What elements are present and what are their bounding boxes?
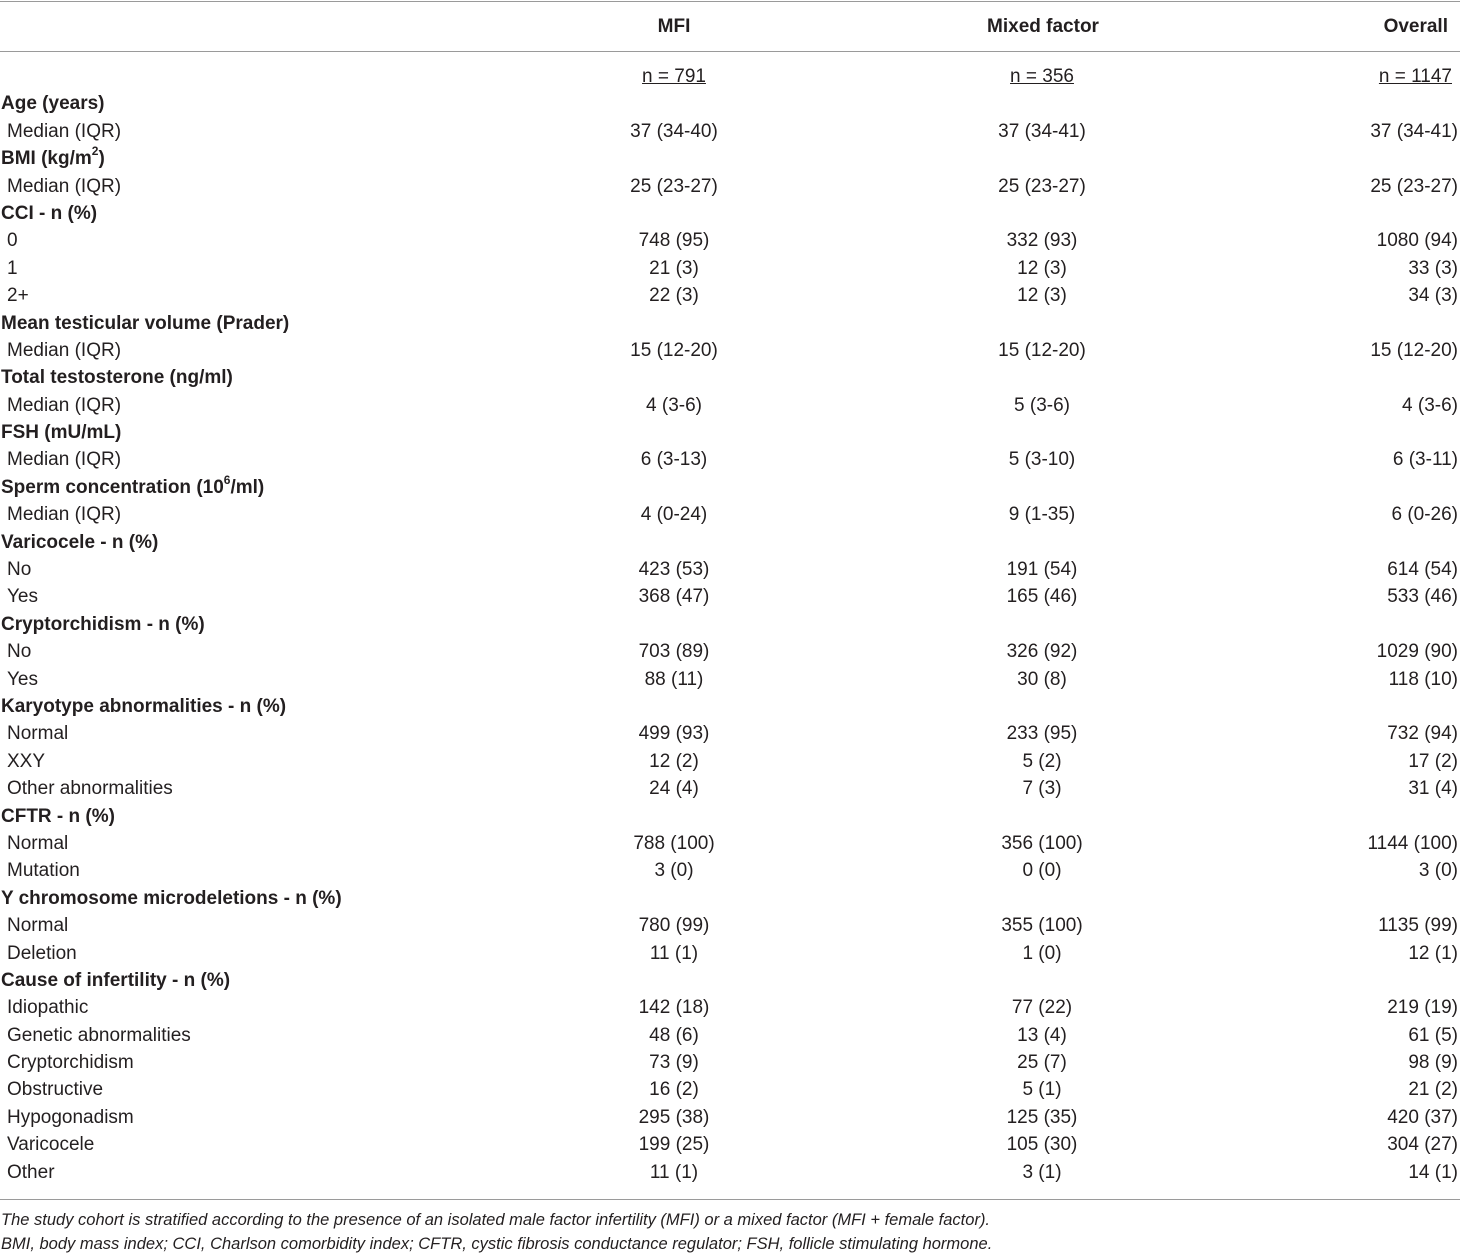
n-mixed-factor: n = 356 [1010,66,1074,87]
cell-mfi: 6 (3-13) [640,449,708,471]
table-row [0,1159,1460,1186]
n-mfi: n = 791 [642,66,706,87]
footnote: BMI, body mass index; CCI, Charlson comorbidity index; CFTR, cystic fibrosis conductance regulator; FSH, follicle stimulating hormone. [1,1235,993,1253]
row-label [7,748,45,775]
table-row [0,1131,1460,1158]
label-text: Yes [7,586,38,608]
row-label [7,173,121,200]
label-superscript: 2 [91,143,99,158]
cell-mfi: 295 (38) [638,1106,710,1128]
table-footnotes [1,1208,1441,1256]
table-group-row [0,803,1460,830]
label-text: Sperm concentration (10 [1,476,224,498]
cell-mfi: 703 (89) [638,641,710,663]
cell-mixed-factor: 332 (93) [1006,230,1078,252]
table-row [0,282,1460,309]
label-text: Mean testicular volume (Prader) [1,312,290,334]
row-label [7,392,121,419]
cell-mfi: 748 (95) [638,230,710,252]
cell-overall: 17 (2) [1408,750,1458,772]
label-text: Deletion [7,942,77,964]
label-text: XXY [7,750,46,772]
cell-mfi: 368 (47) [638,586,710,608]
table-row [0,173,1460,200]
row-label [7,255,18,282]
label-text-suffix: ) [98,148,105,170]
cell-mixed-factor: 12 (3) [1017,257,1067,279]
cell-mfi: 423 (53) [638,559,710,581]
cell-overall: 219 (19) [1387,997,1458,1019]
row-label [7,638,31,665]
table-group-row [0,90,1460,117]
row-label [7,501,121,528]
cell-mixed-factor: 12 (3) [1017,285,1067,307]
row-label [7,1049,134,1076]
cell-overall: 1144 (100) [1367,832,1458,854]
row-label [7,940,77,967]
cell-mixed-factor: 105 (30) [1006,1134,1078,1156]
cell-mfi: 73 (9) [649,1052,699,1074]
cell-mixed-factor: 165 (46) [1006,586,1078,608]
row-label [7,994,88,1021]
cell-mfi: 499 (93) [638,723,710,745]
label-text: 0 [7,230,18,252]
label-text: Cryptorchidism - n (%) [1,613,205,635]
group-label [1,885,342,912]
table-top-rule [0,1,1460,2]
group-label [1,967,230,994]
row-label [7,118,121,145]
label-text: Genetic abnormalities [7,1024,191,1046]
row-label [7,1022,191,1049]
cell-overall: 15 (12-20) [1370,339,1458,361]
table-row [0,501,1460,528]
table-row [0,1104,1460,1131]
cell-mfi: 199 (25) [638,1134,710,1156]
label-text: Cause of infertility - n (%) [1,969,231,991]
label-text: 1 [7,257,18,279]
cell-mixed-factor: 0 (0) [1022,860,1062,882]
row-label [7,830,68,857]
table-row [0,392,1460,419]
row-label [7,282,29,309]
table-row [0,775,1460,802]
column-header-overall: Overall [1383,16,1448,37]
label-text: Other abnormalities [7,778,173,800]
label-text: Normal [7,832,69,854]
cell-overall: 3 (0) [1418,860,1458,882]
cell-overall: 6 (3-11) [1392,449,1458,471]
label-text: 2+ [7,285,29,307]
row-label [7,227,18,254]
cell-mfi: 48 (6) [649,1024,699,1046]
cell-mixed-factor: 37 (34-41) [998,120,1086,142]
group-label [1,90,105,117]
row-label [7,446,121,473]
cell-mixed-factor: 5 (3-10) [1008,449,1076,471]
table-row [0,337,1460,364]
label-text: Median (IQR) [7,449,122,471]
row-label [7,1104,134,1131]
cell-overall: 31 (4) [1408,778,1458,800]
cell-mixed-factor: 355 (100) [1001,915,1083,937]
cell-mfi: 11 (1) [649,1161,699,1183]
table-group-row [0,310,1460,337]
cell-mfi: 21 (3) [649,257,699,279]
cell-mixed-factor: 30 (8) [1017,668,1067,690]
label-text: Normal [7,915,69,937]
label-text: Obstructive [7,1079,104,1101]
table-group-row [0,364,1460,391]
group-label [1,803,115,830]
label-text: Age (years) [1,93,105,115]
table-group-row [0,967,1460,994]
table-row [0,720,1460,747]
label-text: Mutation [7,860,80,882]
label-text: CFTR - n (%) [1,805,115,827]
label-text: Median (IQR) [7,339,122,361]
label-text: Y chromosome microdeletions - n (%) [1,887,342,909]
group-label [1,145,105,172]
row-label [7,1076,103,1103]
cell-mixed-factor: 125 (35) [1006,1106,1078,1128]
label-text: Normal [7,723,69,745]
label-text: Karyotype abnormalities - n (%) [1,695,287,717]
cell-mixed-factor: 191 (54) [1006,559,1078,581]
label-text: Median (IQR) [7,504,122,526]
cell-overall: 4 (3-6) [1402,394,1458,416]
table-row [0,446,1460,473]
cell-mfi: 16 (2) [649,1079,699,1101]
group-label [1,693,286,720]
cell-mixed-factor: 9 (1-35) [1008,504,1076,526]
cell-overall: 614 (54) [1387,559,1458,581]
cell-mixed-factor: 15 (12-20) [998,339,1086,361]
table-body [0,63,1460,1186]
group-label [1,310,289,337]
cell-overall: 533 (46) [1387,586,1458,608]
label-text: FSH (mU/mL) [1,422,122,444]
cell-mfi: 4 (0-24) [640,504,708,526]
table-row [0,912,1460,939]
label-text-suffix: /ml) [230,476,265,498]
row-label [7,666,38,693]
group-label [1,364,233,391]
cell-overall: 14 (1) [1408,1161,1458,1183]
table-group-row [0,611,1460,638]
label-text: Cryptorchidism [7,1052,134,1074]
cell-mfi: 15 (12-20) [630,339,718,361]
row-label [7,912,68,939]
label-text: Varicocele [7,1134,95,1156]
group-label [1,611,205,638]
cell-mixed-factor: 5 (2) [1022,750,1062,772]
label-superscript: 6 [223,472,231,487]
cell-overall: 1135 (99) [1378,915,1458,937]
cell-overall: 21 (2) [1408,1079,1458,1101]
table-row [0,1022,1460,1049]
label-text: Median (IQR) [7,175,122,197]
table-row [0,1076,1460,1103]
table-row [0,556,1460,583]
cell-mixed-factor: 5 (3-6) [1014,394,1070,416]
cell-mixed-factor: 13 (4) [1017,1024,1067,1046]
cell-mfi: 142 (18) [638,997,710,1019]
label-text: CCI - n (%) [1,202,98,224]
cell-overall: 33 (3) [1408,257,1458,279]
label-text: No [7,559,32,581]
table-row [0,666,1460,693]
cell-overall: 12 (1) [1408,942,1458,964]
table-row [0,118,1460,145]
column-header-mfi: MFI [657,16,691,37]
group-label [1,529,158,556]
row-label [7,337,121,364]
cell-mixed-factor: 7 (3) [1022,778,1062,800]
cell-mixed-factor: 233 (95) [1006,723,1078,745]
row-label [7,1131,94,1158]
cell-overall: 304 (27) [1387,1134,1458,1156]
table-group-row [0,419,1460,446]
label-text: BMI (kg/m [1,148,92,170]
table-bottom-rule [0,1199,1460,1200]
label-text: Idiopathic [7,997,89,1019]
row-label [7,1159,55,1186]
cell-mfi: 22 (3) [649,285,699,307]
row-label [7,720,68,747]
cell-overall: 25 (23-27) [1370,175,1458,197]
cell-overall: 420 (37) [1387,1106,1458,1128]
table-group-row [0,145,1460,172]
cell-mfi: 12 (2) [649,750,699,772]
group-label [1,200,97,227]
cell-mfi: 88 (11) [644,668,704,690]
table-row [0,857,1460,884]
table-group-row [0,474,1460,501]
cell-mixed-factor: 356 (100) [1001,832,1083,854]
cell-mfi: 11 (1) [649,942,699,964]
table-row [0,748,1460,775]
cell-mixed-factor: 25 (7) [1017,1052,1067,1074]
row-label [7,583,38,610]
table-group-row [0,200,1460,227]
cell-mfi: 4 (3-6) [646,394,702,416]
label-text: Median (IQR) [7,120,122,142]
cell-overall: 34 (3) [1408,285,1458,307]
table-group-row [0,693,1460,720]
cell-mfi: 37 (34-40) [630,120,718,142]
cell-mixed-factor: 77 (22) [1011,997,1073,1019]
label-text: Varicocele - n (%) [1,531,159,553]
cell-mixed-factor: 326 (92) [1006,641,1078,663]
table-row [0,227,1460,254]
group-label [1,419,121,446]
table-group-row [0,885,1460,912]
header-rule [0,51,1460,52]
row-label [7,775,173,802]
table-group-row [0,529,1460,556]
cell-mfi: 788 (100) [633,832,715,854]
cell-overall: 732 (94) [1387,723,1458,745]
table-row [0,638,1460,665]
cell-overall: 1080 (94) [1376,230,1458,252]
n-overall: n = 1147 [1378,66,1452,87]
sample-size-row [0,63,1460,90]
footnote: The study cohort is stratified according to the presence of an isolated male factor infertility (MFI) or a mixed factor (MFI + female factor). [1,1211,991,1229]
label-text: No [7,641,32,663]
cell-mfi: 780 (99) [638,915,710,937]
cell-mixed-factor: 1 (0) [1022,942,1062,964]
table-row [0,994,1460,1021]
row-label [7,556,31,583]
cell-overall: 61 (5) [1408,1024,1458,1046]
label-text: Yes [7,668,38,690]
label-text: Other [7,1161,55,1183]
cell-mixed-factor: 5 (1) [1022,1079,1062,1101]
table-row [0,830,1460,857]
table-row [0,255,1460,282]
table-row [0,583,1460,610]
cell-overall: 37 (34-41) [1370,120,1458,142]
label-text: Median (IQR) [7,394,122,416]
cell-mixed-factor: 25 (23-27) [998,175,1086,197]
cell-mfi: 24 (4) [649,778,699,800]
cell-overall: 1029 (90) [1376,641,1458,663]
cell-overall: 98 (9) [1408,1052,1458,1074]
label-text: Total testosterone (ng/ml) [1,367,233,389]
cell-overall: 6 (0-26) [1391,504,1458,526]
cell-overall: 118 (10) [1388,668,1458,690]
table-row [0,940,1460,967]
label-text: Hypogonadism [7,1106,134,1128]
cell-mfi: 25 (23-27) [630,175,718,197]
row-label [7,857,80,884]
cell-mfi: 3 (0) [654,860,694,882]
cell-mixed-factor: 3 (1) [1022,1161,1062,1183]
column-header-mixed-factor: Mixed factor [987,16,1099,37]
group-label [1,474,264,501]
table-row [0,1049,1460,1076]
